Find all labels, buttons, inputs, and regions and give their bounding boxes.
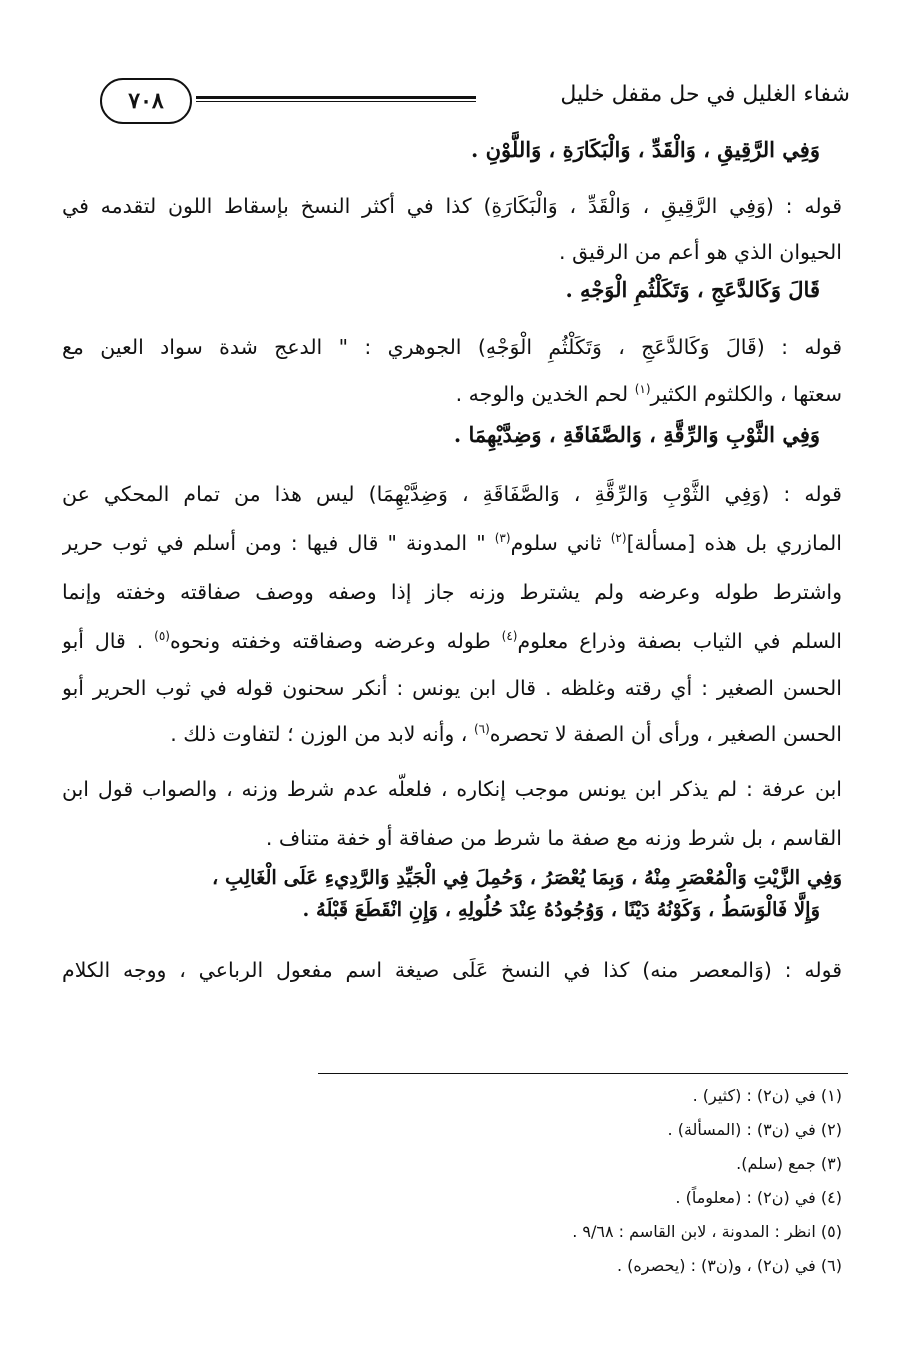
commentary-line — [62, 621, 842, 661]
commentary-line — [62, 374, 842, 414]
commentary-line: قوله : (قَالَ وَكَالدَّعَجِ ، وَتَكَلْثُمِ الْوَجْهِ) الجوهري : " الدعج شدة سواد العين مع — [62, 335, 842, 359]
commentary-line: قوله : (وَفِي الثَّوْبِ وَالرِّقَّةِ ، وَالصَّفَاقَةِ ، وَضِدَّيْهِمَا) ليس هذا من تمام المحكي عن — [62, 482, 842, 506]
text-span: ثاني سلوم — [510, 531, 611, 555]
text-span: الحسن الصغير ، ورأى أن الصفة لا تحصره — [489, 722, 842, 746]
footnote: (٤) في (ن٢) : (معلوماً) . — [675, 1188, 842, 1207]
text-span: سعتها ، والكلثوم الكثير — [650, 382, 842, 406]
book-title: شفاء الغليل في حل مقفل خليل — [560, 82, 850, 107]
footnote-ref: (٦) — [473, 722, 490, 737]
footnote: (١) في (ن٢) : (كثير) . — [692, 1086, 842, 1105]
footnote: (٢) في (ن٣) : (المسألة) . — [667, 1120, 842, 1139]
commentary-line: القاسم ، بل شرط وزنه مع صفة ما شرط من صفاقة أو خفة متناف . — [265, 826, 842, 850]
footnote-ref: (٤) — [501, 629, 518, 644]
footnote-ref: (٢) — [610, 531, 627, 546]
footnote: (٣) جمع (سلم). — [736, 1154, 842, 1173]
commentary-line — [62, 714, 842, 754]
commentary-line: الحسن الصغير : أي رقته وغلظه . قال ابن يونس : أنكر سحنون قوله في ثوب الحرير أبو — [62, 676, 842, 700]
footnote: (٦) في (ن٢) ، و(ن٣) : (يحصره) . — [616, 1256, 842, 1275]
header-rule — [196, 96, 476, 102]
matn-line: قَالَ وَكَالدَّعَجِ ، وَتَكَلْثُمِ الْوَجْهِ . — [565, 277, 820, 302]
text-span: ، وأنه لابد من الوزن ؛ لتفاوت ذلك . — [170, 722, 474, 746]
text-span: السلم في الثياب بصفة وذراع معلوم — [517, 629, 842, 653]
footnote-ref: (١) — [634, 382, 651, 397]
text-span: لحم الخدين والوجه . — [455, 382, 635, 406]
matn-line: وَفِي الثَّوْبِ وَالرِّقَّةِ ، وَالصَّفَاقَةِ ، وَضِدَّيْهِمَا . — [453, 422, 820, 447]
matn-line: وَفِي الزَّيْتِ وَالْمُعْصَرِ مِنْهُ ، وَبِمَا يُعْصَرُ ، وَحُمِلَ فِي الْجَيِّدِ وَالرَّدِيءِ عَلَى الْغَالِبِ ، — [211, 866, 842, 889]
commentary-line: واشترط طوله وعرضه ولم يشترط وزنه جاز إذا وصفه ووصف صفاقته وخفته وإنما — [62, 580, 842, 604]
commentary-line: قوله : (وَفِي الرَّقِيقِ ، وَالْقَدِّ ، وَالْبَكَارَةِ) كذا في أكثر النسخ بإسقاط اللون لتقدمه في — [62, 194, 842, 218]
footnote-rule — [318, 1073, 848, 1074]
footnote-ref: (٣) — [494, 531, 511, 546]
commentary-line: قوله : (وَالمعصر منه) كذا في النسخ عَلَى صيغة اسم مفعول الرباعي ، ووجه الكلام — [62, 958, 842, 982]
running-header — [100, 78, 850, 124]
text-span: طوله وعرضه وصفاقته وخفته ونحوه — [169, 629, 502, 653]
commentary-line: ابن عرفة : لم يذكر ابن يونس موجب إنكاره ، فلعلّه عدم شرط وزنه ، والصواب قول ابن — [62, 777, 842, 801]
text-span: المازري بل هذه [مسألة] — [626, 531, 842, 555]
page-number-badge: ٧٠٨ — [100, 78, 192, 124]
matn-line: وَفِي الرَّقِيقِ ، وَالْقَدِّ ، وَالْبَكَارَةِ ، وَاللَّوْنِ . — [471, 137, 820, 162]
text-span: . قال أبو — [62, 629, 155, 653]
text-span: " المدونة " قال فيها : ومن أسلم في ثوب حرير — [62, 531, 495, 555]
commentary-line: الحيوان الذي هو أعم من الرقيق . — [559, 240, 842, 264]
commentary-line — [62, 523, 842, 563]
footnote: (٥) انظر : المدونة ، لابن القاسم : ٩/٦٨ . — [572, 1222, 842, 1241]
footnote-ref: (٥) — [154, 629, 170, 644]
matn-line: وَإِلَّا فَالْوَسَطُ ، وَكَوْنُهُ دَيْنًا ، وَوُجُودُهُ عِنْدَ حُلُولِهِ ، وَإِنِ انْقَطَعَ قَبْلَهُ . — [302, 898, 820, 921]
